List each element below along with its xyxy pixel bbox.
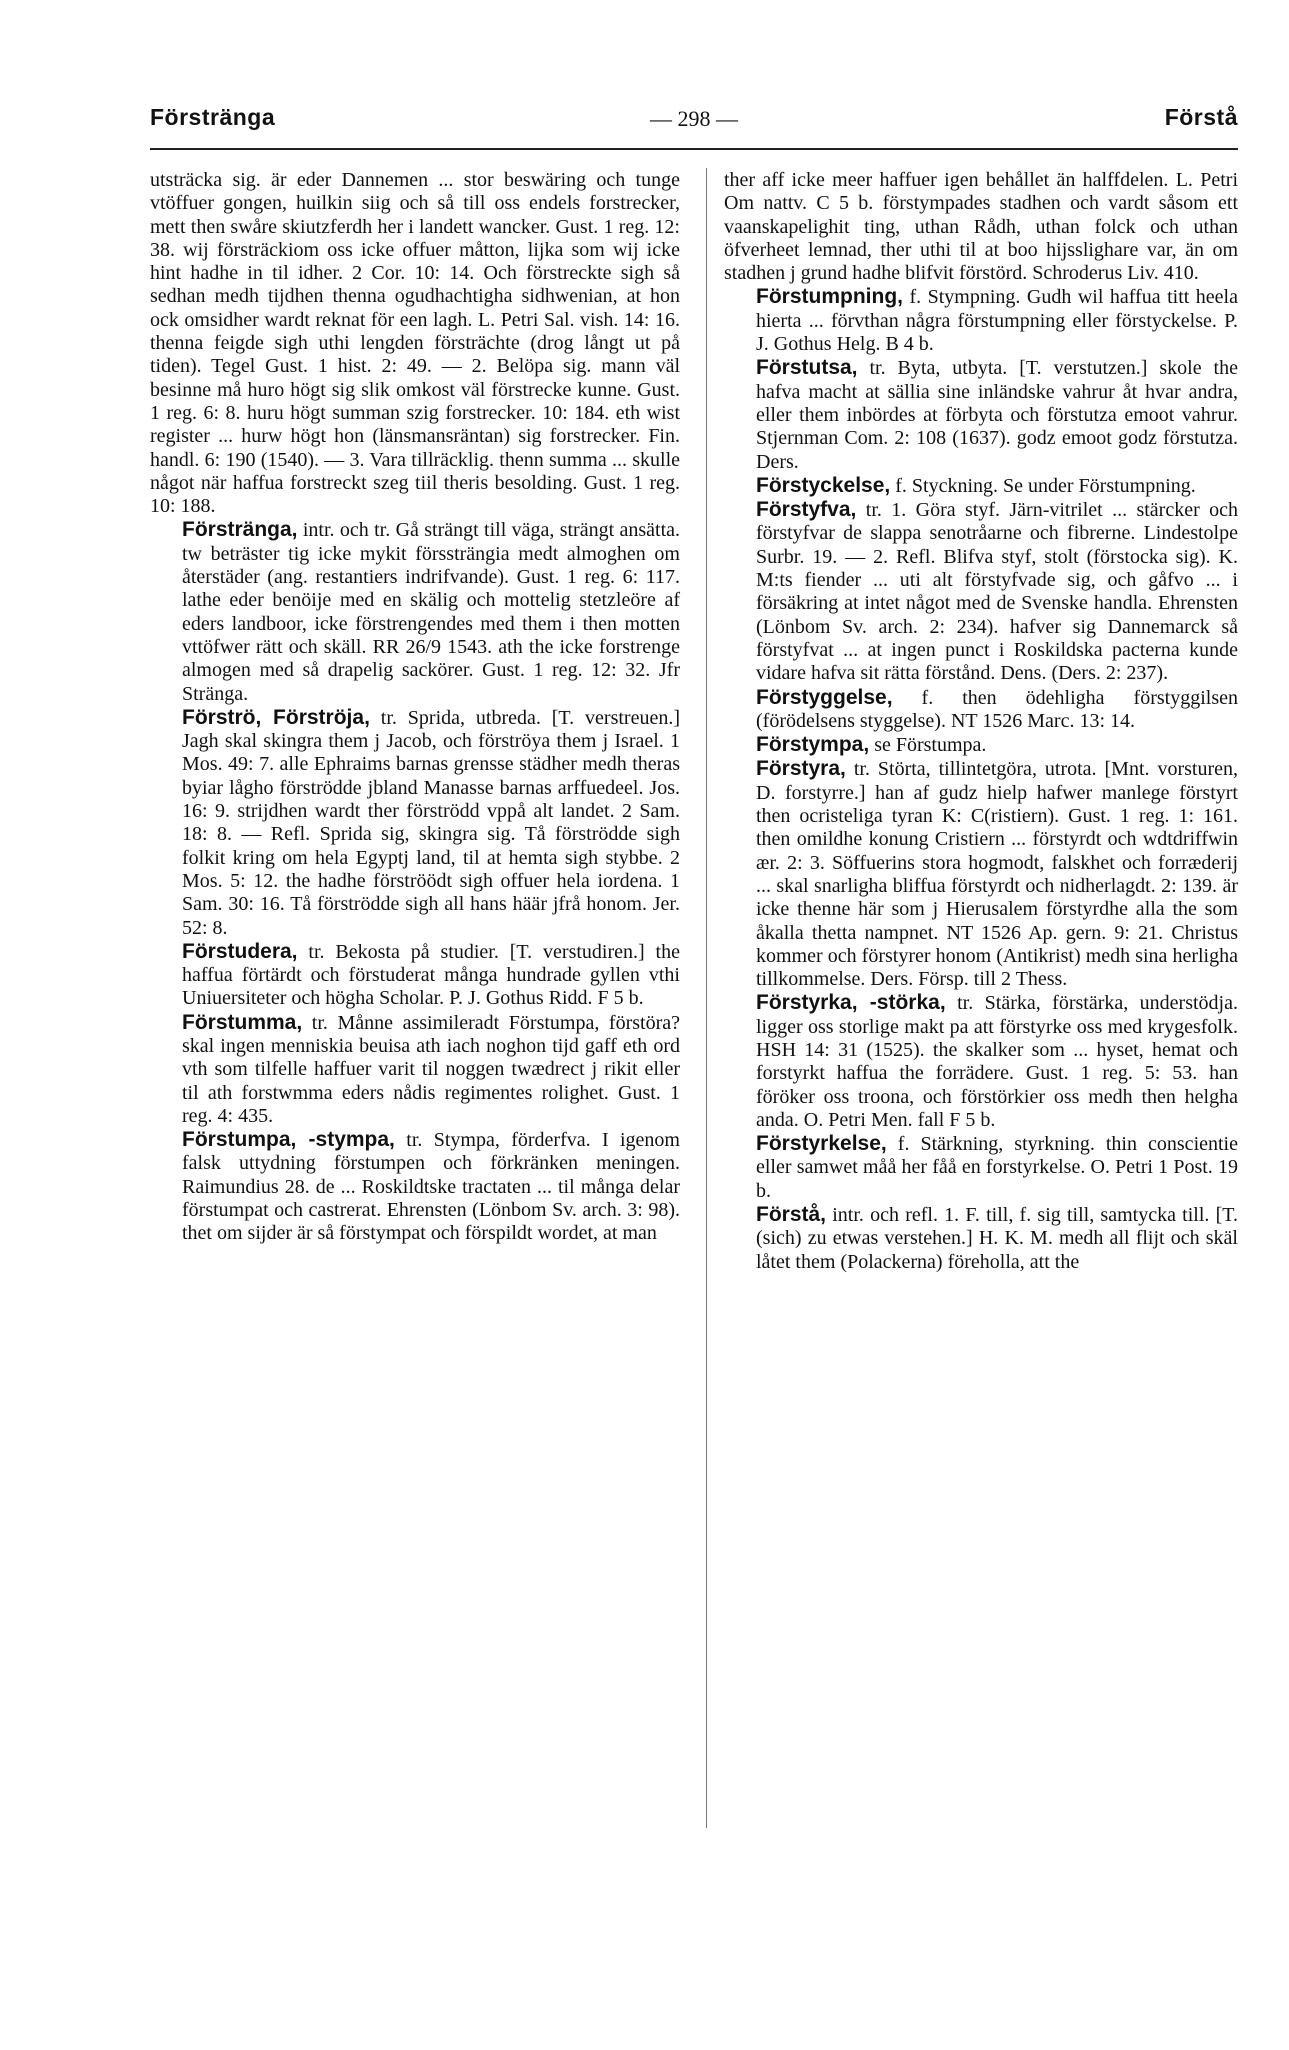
entry-text: ther aff icke meer haffuer igen behållet än halffdelen. L. Petri Om nattv. C 5 b. förstympades stadhen och vardt såsom ett vaanskapelighit ting, uthan Rådh, uthan folck och uthan öfverheet lemnad, ther uthi til at boo hijsslighare var, än om stadhen j grund hadhe blifvit förstörd. Schroderus Liv. 410. xyxy=(724,169,1238,285)
dictionary-entry xyxy=(724,356,1238,473)
headword: Förstyckelse, xyxy=(756,473,891,497)
dictionary-entry xyxy=(724,686,1238,734)
entry-text: intr. och tr. Gå strängt till väga, strängt ansätta. tw beträster tig icke mykit förssträngia medt almoghen om återstäder (ang. restantiers indrifvande). Gust. 1 reg. 6: 117. lathe eder benöije med en skälig och mottelig stetzleöre af eders landboor, icke förstrengendes med them i then motten vttöfwer rätt och skäll. RR 26/9 1543. ath the icke forstrenge almogen med så drapelig sackörer. Gust. 1 reg. 12: 32. Jfr Stränga. xyxy=(182,519,680,705)
dictionary-entry xyxy=(150,168,680,518)
dictionary-entry xyxy=(150,1011,680,1128)
column-divider xyxy=(706,168,707,1828)
entry-text: se Förstumpa. xyxy=(869,734,987,757)
entry-text: tr. Sprida, utbreda. [T. verstreuen.] Jagh skal skingra them j Jacob, och förströya them j Israel. 1 Mos. 49: 7. alle Ephraims barnas grensse städher medh theras byiar lågho förströdde jbland Manasse barnas arffuedeel. Jos. 16: 9. strijdhen wardt ther förströdd vppå alt landet. 2 Sam. 18: 8. — Refl. Sprida sig, skingra sig. Tå förströdde sigh folkit kring om hela Egyptj land, til at hemta sigh stybbe. 2 Mos. 5: 12. the hadhe förströödt sigh offuer hela iordena. 1 Sam. 30: 16. Tå förströdde sigh all hans häär jfrå honom. Jer. 52: 8. xyxy=(182,706,680,939)
dictionary-entry xyxy=(150,1128,680,1245)
headword: Förstumma, xyxy=(182,1010,303,1034)
dictionary-entry xyxy=(724,991,1238,1132)
left-column xyxy=(150,168,680,1246)
entry-text: tr. Månne assimileradt Förstumpa, förstöra? skal ingen menniskia beuisa ath iach noghon tijd gaff eth ord vth som tilfelle haffuer varit til noggen twædrect j rikit eller til ath forstwmma eders nådis regimentes rolighet. Gust. 1 reg. 4: 435. xyxy=(182,1011,680,1127)
entry-text: tr. Byta, utbyta. [T. verstutzen.] skole the hafva macht at sällia sine inländske vahrur åt hvar andra, eller them inbördes at förbyta och förstutza emoot vahrur. Stjernman Com. 2: 108 (1637). godz emoot godz förstutza. Ders. xyxy=(756,357,1238,473)
entry-text: f. Stärkning, styrkning. thin conscientie eller samwet måå her fåå en forstyrkelse. O. Petri 1 Post. 19 b. xyxy=(756,1133,1238,1202)
headword: Förstå, xyxy=(756,1203,827,1227)
headword: Förstympa, xyxy=(756,733,870,757)
entry-text: f. then ödehligha förstyggilsen (förödelsens styggelse). NT 1526 Marc. 13: 14. xyxy=(756,686,1238,732)
page-number: — 298 — xyxy=(650,106,738,131)
entry-text: tr. 1. Göra styf. Järn-vitrilet ... stärcker och förstyfvar de slappa senotråarne och fibrerne. Lindestolpe Surbr. 19. — 2. Refl. Blifva styf, stolt (förstocka sig). K. M:ts fiender ... uti alt förstyfvade sig, och gåfvo ... i försäkring at intet något med de Svenske handla. Ehrensten (Lönbom Sv. arch. 2: 234). hafver sig Dannemarck så förstyfvat ... at ingen punct i Roskildska pacterna kunde vidare hafva sit rätta förstånd. Dens. (Ders. 2: 237). xyxy=(756,499,1238,685)
dictionary-entry xyxy=(724,285,1238,356)
headword: Förstyggelse, xyxy=(756,685,893,709)
entry-text: f. Stympning. Gudh wil haffua titt heela hierta ... förvthan några förstumpning eller förstyckelse. P. J. Gothus Helg. B 4 b. xyxy=(756,286,1238,356)
entry-text: tr. Stympa, förderfva. I igenom falsk uttydning förstumpen och förkränken meningen. Raimundius 28. de ... Roskildtske tractaten ... til många delar förstumpat och castrerat. Ehrensten (Lönbom Sv. arch. 3: 98). thet om sijder är så förstympat och förspildt wordet, at man xyxy=(182,1129,680,1245)
dictionary-entry xyxy=(724,757,1238,991)
dictionary-entry xyxy=(150,940,680,1011)
dictionary-entry xyxy=(724,1132,1238,1203)
headword: Förstumpning, xyxy=(756,285,903,309)
dictionary-entry xyxy=(724,733,1238,757)
dictionary-entry xyxy=(724,498,1238,685)
dictionary-entry xyxy=(150,706,680,940)
page-header xyxy=(150,100,1238,150)
entry-text: intr. och refl. 1. F. till, f. sig till, samtycka till. [T. (sich) zu etwas verstehen.] H. K. M. medh all flijt och skäl låtet them (Polackerna) föreholla, att the xyxy=(756,1204,1238,1273)
dictionary-entry xyxy=(724,168,1238,285)
dictionary-entry xyxy=(150,518,680,705)
headword: Förstudera, xyxy=(182,939,298,963)
headword: Förstumpa, -stympa, xyxy=(182,1128,395,1152)
headword: Förstyra, xyxy=(756,757,846,781)
headword: Förstutsa, xyxy=(756,356,858,380)
entry-text: tr. Störta, tillintetgöra, utrota. [Mnt. vorsturen, D. forstyrre.] han af gudz hielp hafwer manlege förstyrt then ocristeliga tyran K: C(ristiern). Gust. 1 reg. 1: 161. then omildhe konung Cristiern ... förstyrdt och wdtdriffwin ær. 2: 3. Söffuerins stora hogmodt, falskhet och forræderij ... skal snarligha bliffua förstyrdt och nidherlagdt. 2: 139. är icke thenne här som j Hierusalem förstyrdhe alla the som åkalla thetta nampnet. NT 1526 Ap. gern. 9: 21. Christus kommer och förstyrer honom (Antikrist) medh sina herligha tillkommelse. Ders. Försp. till 2 Thess. xyxy=(756,758,1238,991)
entry-text: f. Styckning. Se under Förstumpning. xyxy=(890,474,1196,497)
headword: Förströ, Förströja, xyxy=(182,705,370,729)
headword: Förstränga, xyxy=(182,518,298,542)
entry-text: utsträcka sig. är eder Dannemen ... stor beswäring och tunge vtöffuer gongen, huilkin siig och så till oss endels forstrecker, mett then swåre skiutzferdh her i landett wancker. Gust. 1 reg. 12: 38. wij försträckiom oss icke offuer måtton, lijka som wij icke hint hadhe in til idher. 2 Cor. 10: 14. Och förstreckte sigh så sedhan medh tijdhen thenna ogudhachtigha sidhwenian, at hon ock omsidher wardt reknat för een lagh. L. Petri Sal. vish. 14: 16. thenna feigde sigh uthi lengden försträchte (drog långt ut på tiden). Tegel Gust. 1 hist. 2: 49. — 2. Belöpa sig. mann väl besinne må huro högt sig slik omkost väl förstrecke kunne. Gust. 1 reg. 6: 8. huru högt summan szig forstrecker. 10: 184. eth wist register ... hurw högt hon (länsmansräntan) sig forstrecker. Fin. handl. 6: 190 (1540). — 3. Vara tillräcklig. thenn summa ... skulle något när haffua forstreckt szeg tiil theris besolding. Gust. 1 reg. 10: 188. xyxy=(150,169,680,518)
dictionary-entry xyxy=(724,474,1238,498)
running-head-right: Förstå xyxy=(1164,104,1238,130)
right-column xyxy=(724,168,1238,1274)
headword: Förstyfva, xyxy=(756,498,857,522)
entry-text: tr. Bekosta på studier. [T. verstudiren.] the haffua förtärdt och förstuderat många hundrade gyllen vthi Uniuersiteter och höghа Scholar. P. J. Gothus Ridd. F 5 b. xyxy=(182,940,680,1010)
headword: Förstyrkelse, xyxy=(756,1132,887,1156)
dictionary-entry xyxy=(724,1203,1238,1274)
running-head-left: Förstränga xyxy=(150,104,276,130)
entry-text: tr. Stärka, förstärka, understödja. ligger oss storlige makt pa att förstyrke oss med krygesfolk. HSH 14: 31 (1525). the skalker som ... hyset, hemat och forstyrkt haffua the forrädere. Gust. 1 reg. 5: 53. han föröker oss troona, och förstörkier oss medh then helgha anda. O. Petri Men. fall F 5 b. xyxy=(756,992,1238,1131)
headword: Förstyrka, -störka, xyxy=(756,991,946,1015)
